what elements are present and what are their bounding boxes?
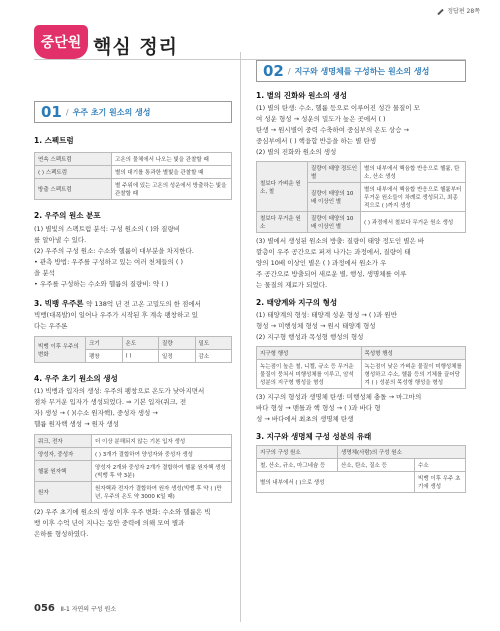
heading-element-distribution: 2. 우주의 원소 분포 [34, 211, 101, 220]
table-row: ( ) 스펙트럼 별의 대기를 통과한 별빛을 관찰할 때 [35, 166, 232, 179]
table-row: 쿼크, 전자 더 이상 분해되지 않는 기본 입자 생성 [35, 435, 232, 448]
section-tab [34, 25, 88, 59]
right-column [256, 60, 466, 493]
answer-note: 정답편 28쪽 [437, 6, 480, 15]
section-header-01: 01 / 우주 초기 원소의 생성 [34, 101, 232, 123]
solar-system-text: (1) 태양계의 형성: 태양계 성운 형성 → ( )과 원반 형성 → 미행성체 형성 → 원시 태양계 형성 (2) 지구형 행성과 목성형 행성의 형성 [256, 311, 397, 341]
page-title: 핵심 정리 [93, 36, 179, 58]
table-row: 연속 스펙트럼 고온의 물체에서 나오는 빛을 관찰할 때 [35, 153, 232, 166]
table-row: 철보다 가벼운 원소, 철 질량이 태양 정도인 별 별의 내부에서 핵융합 반응으로 헬륨, 탄소, 산소 생성 [257, 162, 466, 183]
table-row: 빅뱅 이후 우주의 변화 크기 온도 질량 밀도 [35, 337, 232, 350]
origin-table [256, 445, 466, 493]
table-row: 방출 스펙트럼 별 주위에 있는 고온의 성운에서 방출하는 빛을 관찰할 때 [35, 179, 232, 200]
table-row: 지구의 구성 원소 생명체(사람)의 구성 원소 [257, 446, 466, 459]
table-row: 철, 산소, 규소, 마그네슘 등 산소, 탄소, 질소 등 수소 [257, 459, 466, 472]
column-divider [240, 52, 241, 622]
footer-text: Ⅱ-1 자연의 구성 원소 [60, 606, 117, 613]
table-row: 질량이 태양의 10배 이상인 별 별의 내부에서 핵융합 반응으로 헬륨부터 무거운 원소들이 차례로 생성되고, 최종적으로 ( )까지 생성 [257, 183, 466, 212]
tab-label: 중단원 [40, 35, 82, 51]
table-row: 철보다 무거운 원소 질량이 태양의 10배 이상인 별 ( ) 과정에서 철보다 무거운 원소 생성 [257, 212, 466, 233]
planet-table [256, 346, 466, 389]
bigbang-text: 빅뱅(대폭발)이 일어나 우주가 시작된 후 계속 팽창하고 있 다는 우주론 [34, 311, 198, 330]
heading-spectrum: 1. 스펙트럼 [34, 136, 74, 145]
table-row: 지구형 행성 목성형 행성 [257, 347, 466, 360]
table-row: 별의 내부에서 ( )으로 생성 빅뱅 이후 우주 초기에 생성 [257, 472, 466, 493]
heading-origin: 3. 지구와 생명체 구성 성분의 유래 [256, 432, 372, 441]
particle-table [34, 434, 232, 503]
section-header-02: 02 / 지구와 생명체를 구성하는 원소의 생성 [256, 60, 466, 82]
spectrum-table [34, 152, 232, 200]
heading-star-evolution: 1. 별의 진화와 원소의 생성 [256, 91, 347, 100]
table-row: 양성자, 중성자 ( ) 3개가 결합하여 양성자와 중성자 생성 [35, 448, 232, 461]
footer [34, 603, 116, 614]
earth-formation-text: (3) 지구의 형성과 생명체 탄생: 미행성체 충돌 → 마그마의 바다 형성 → 맨틀과 핵 형성 → ( )과 바다 형 성 → 바다에서 최초의 생명체 탄생 [256, 393, 422, 423]
table-row: 녹는점이 높은 철, 니켈, 규소 등 무거운 물질이 뭉쳐서 미행성체를 이루고, 암석 성분의 지구형 행성을 형성 녹는점이 낮은 가벼운 물질이 미행성체를 형성하고 수소, 헬륨 등의 기체를 끌어당겨 ( ) 성분의 목성형 행성을 형성 [257, 360, 466, 389]
element-release-text: (3) 별에서 생성된 원소의 방출: 질량이 태양 정도인 별은 바 깥층이 우주 공간으로 퍼져 나가는 과정에서, 질량이 태 양의 10배 이상인 별은 ( ) 과정에서 원소가 우 주 공간으로 방출되어 새로운 별, 행성, 생명체를 이루 는 물질의 재료가 되었다. [256, 237, 425, 289]
early-elements-text-2: (2) 우주 초기에 원소의 생성 이후 우주 변화: 수소와 헬륨은 빅 뱅 이후 수억 년이 지나는 동안 중력에 의해 모여 별과 은하를 형성하였다. [34, 508, 211, 538]
heading-early-elements: 4. 우주 초기 원소의 생성 [34, 374, 118, 383]
table-row: 원자 원자핵과 전자가 결합하여 원자 생성(빅뱅 후 약 ( )만 년, 우주의 온도 약 3000 K일 때) [35, 482, 232, 503]
page-number: 056 [34, 603, 55, 614]
heading-bigbang: 3. 빅뱅 우주론 약 138억 년 전 고온 고밀도의 한 점에서 [34, 299, 201, 308]
table-row: 팽창 ( ) 일정 감소 [35, 350, 232, 363]
star-evolution-table [256, 161, 466, 233]
pencil-icon [438, 8, 444, 14]
bigbang-table [34, 336, 232, 363]
left-column [34, 101, 232, 540]
heading-solar-system: 2. 태양계와 지구의 형성 [256, 298, 338, 307]
table-row: 헬륨 원자핵 양성자 2개와 중성자 2개가 결합하여 헬륨 원자핵 생성(빅뱅 후 약 3분) [35, 461, 232, 482]
early-elements-text: (1) 빅뱅과 입자의 생성: 우주의 팽창으로 온도가 낮아지면서 점차 무거운 입자가 생성되었다. ⇒ 기본 입자(쿼크, 전 자) 생성 → ( )(수소 원자핵), 중성자 생성 → 헬륨 원자핵 생성 → 원자 생성 [34, 387, 205, 428]
star-evolution-text: (1) 별의 탄생: 수소, 헬륨 등으로 이루어진 성간 물질이 모 여 성운 형성 → 성운의 밀도가 높은 곳에서 ( ) 탄생 → 원시별이 중력 수축하여 중심부의 온도 상승 → 중심부에서 ( ) 핵융합 반응을 하는 별 탄생 (2) 별의 진화와 원소의 생성 [256, 104, 420, 156]
element-distribution-text: (1) 별빛의 스펙트럼 분석: 구성 원소의 ( )와 질량비 를 알아낼 수 있다. (2) 우주의 구성 원소: 수소와 헬륨이 대부분을 차지한다. • 관측 방법: 우주를 구성하고 있는 여러 천체들의 ( ) 을 분석 • 우주를 구성하는 수소와 헬륨의 질량비: 약 ( ) [34, 225, 194, 288]
